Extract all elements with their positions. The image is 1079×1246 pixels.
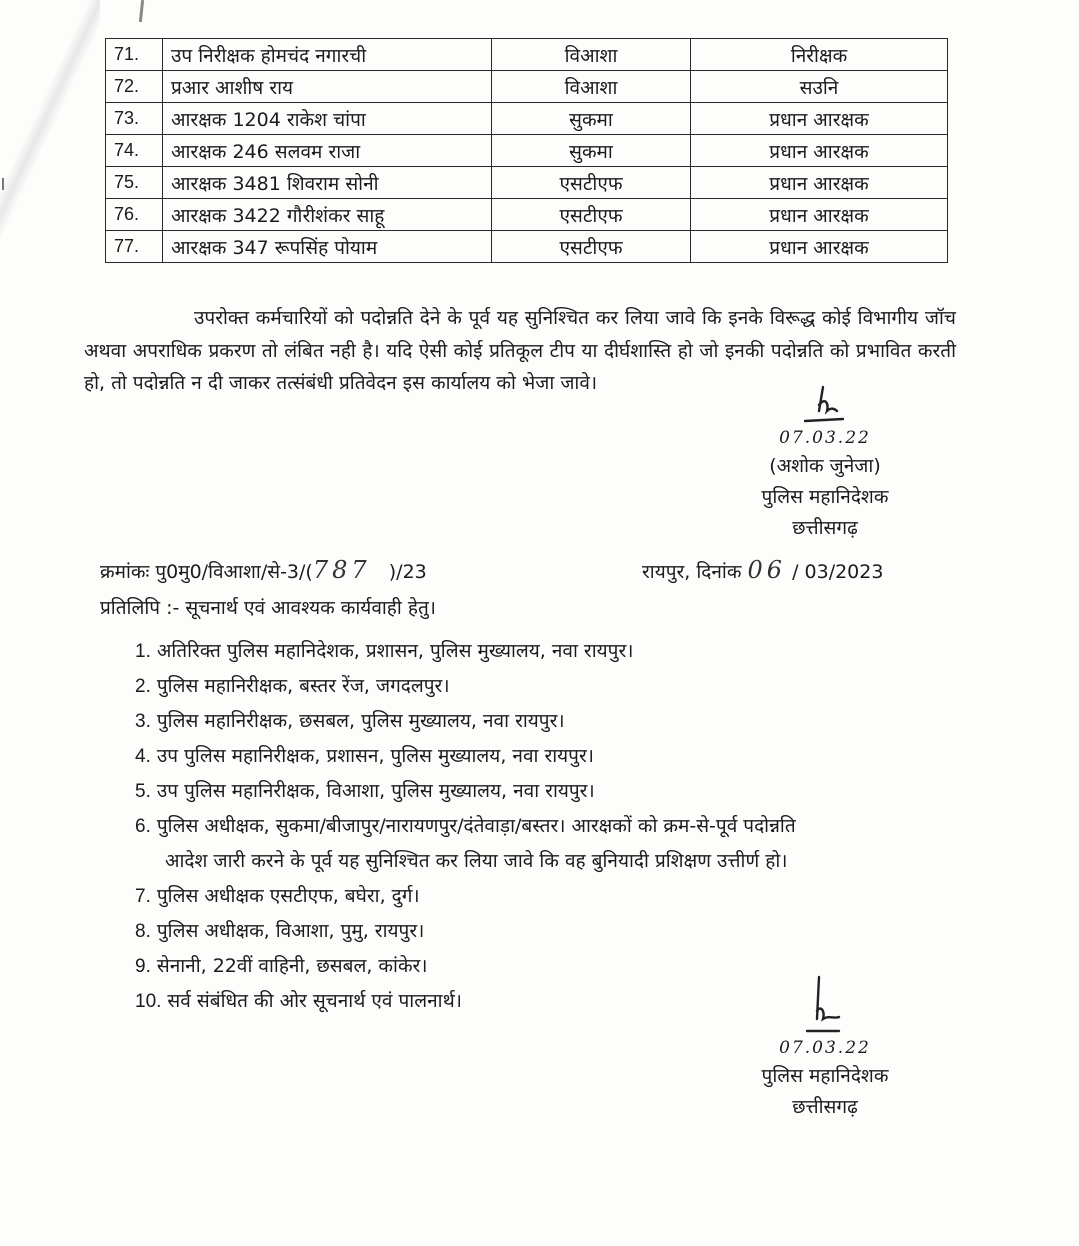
paper-side-mark [2,178,4,190]
table-row [106,231,948,263]
reference-prefix: क्रमांकः पु0मु0/विआशा/से-3/( [100,561,313,583]
signatory-designation: पुलिस महानिदेशक [761,1065,889,1087]
row-number: 72. [106,71,163,103]
list-item [135,879,965,914]
item-number: 2. [135,676,151,697]
item-text: सर्व संबंधित की ओर सूचनार्थ एवं पालनार्थ। [167,990,462,1012]
promoted-rank: प्रधान आरक्षक [691,167,948,199]
list-item [135,774,965,809]
signature-scribble-icon [795,975,855,1035]
employee-name: आरक्षक 3481 शिवराम सोनी [163,167,492,199]
unit: विआशा [492,71,691,103]
item-number: 10. [135,991,162,1012]
row-number: 77. [106,231,163,263]
employee-name: आरक्षक 3422 गौरीशंकर साहू [163,199,492,231]
row-number: 75. [106,167,163,199]
unit: सुकमा [492,103,691,135]
date-suffix: / 03/2023 [792,561,884,583]
employee-name: उप निरीक्षक होमचंद नगारची [163,39,492,71]
distribution-list [135,634,965,1019]
list-item [135,634,965,669]
item-text: उप पुलिस महानिरीक्षक, विआशा, पुलिस मुख्यालय, नवा रायपुर। [156,780,595,802]
row-number: 76. [106,199,163,231]
instruction-text: उपरोक्त कर्मचारियों को पदोन्नति देने के पूर्व यह सुनिश्चित कर लिया जावे कि इनके विरूद्ध कोई विभागीय जॉच अथवा अपराधिक प्रकरण तो लंबित नही है। यदि ऐसी कोई प्रतिकूल टीप या दीर्घशास्ति हो जो इनकी पदोन्नति को प्रभावित करती हो, तो पदोन्नति न दी जाकर तत्संबंधी प्रतिवेदन इस कार्यालय को भेजा जावे। [84,307,956,394]
item-text: सेनानी, 22वीं वाहिनी, छसबल, कांकेर। [156,955,428,977]
promotion-table [105,38,948,263]
unit: एसटीएफ [492,167,691,199]
table-row [106,39,948,71]
item-number: 4. [135,746,151,767]
row-number: 74. [106,135,163,167]
employee-name: आरक्षक 246 सलवम राजा [163,135,492,167]
item-number: 9. [135,956,151,977]
item-number: 1. [135,641,151,662]
signatory-designation: पुलिस महानिदेशक [761,486,889,508]
list-item [135,704,965,739]
list-item [135,739,965,774]
place-and-date [642,556,883,584]
handwritten-signature-date: 07.03.22 [779,428,871,448]
paper-edge-mark [139,0,144,22]
row-number: 73. [106,103,163,135]
list-item [135,809,965,879]
item-number: 6. [135,816,151,837]
item-text: पुलिस महानिरीक्षक, छसबल, पुलिस मुख्यालय, नवा रायपुर। [156,710,565,732]
list-item [135,914,965,949]
signature-block-primary [740,385,910,544]
table-row [106,167,948,199]
item-number: 7. [135,886,151,907]
promoted-rank: प्रधान आरक्षक [691,135,948,167]
unit: एसटीएफ [492,231,691,263]
row-number: 71. [106,39,163,71]
promoted-rank: प्रधान आरक्षक [691,231,948,263]
item-text: पुलिस अधीक्षक, विआशा, पुमु, रायपुर। [156,920,425,942]
reference-number [100,556,427,584]
table-row [106,71,948,103]
table-row [106,135,948,167]
item-text: अतिरिक्त पुलिस महानिदेशक, प्रशासन, पुलिस मुख्यालय, नवा रायपुर। [156,640,634,662]
signature-scribble-icon [795,385,855,425]
unit: विआशा [492,39,691,71]
promoted-rank: सउनि [691,71,948,103]
promoted-rank: निरीक्षक [691,39,948,71]
item-number: 5. [135,781,151,802]
signatory-name: (अशोक जुनेजा) [769,455,881,477]
signatory-state: छत्तीसगढ़ [792,1096,858,1118]
handwritten-signature-date: 07.03.22 [779,1038,871,1058]
handwritten-day: 06 [747,556,787,584]
item-number: 3. [135,711,151,732]
promoted-rank: प्रधान आरक्षक [691,199,948,231]
item-number: 8. [135,921,151,942]
item-text: पुलिस महानिरीक्षक, बस्तर रेंज, जगदलपुर। [156,675,450,697]
promoted-rank: प्रधान आरक्षक [691,103,948,135]
table-row [106,103,948,135]
signatory-state: छत्तीसगढ़ [792,517,858,539]
employee-name: आरक्षक 347 रूपसिंह पोयाम [163,231,492,263]
item-text-continuation: आदेश जारी करने के पूर्व यह सुनिश्चित कर लिया जावे कि वह बुनियादी प्रशिक्षण उत्तीर्ण हो। [165,850,788,872]
unit: एसटीएफ [492,199,691,231]
employee-name: आरक्षक 1204 राकेश चांपा [163,103,492,135]
handwritten-reference-number: 787 [312,556,371,584]
copy-heading: प्रतिलिपि :- सूचनार्थ एवं आवश्यक कार्यवाही हेतु। [100,597,436,619]
list-item [135,669,965,704]
signature-block-secondary [735,975,915,1123]
unit: सुकमा [492,135,691,167]
table-row [106,199,948,231]
item-text: पुलिस अधीक्षक, सुकमा/बीजापुर/नारायणपुर/दंतेवाड़ा/बस्तर। आरक्षकों को क्रम-से-पूर्व पदोन्नति [156,815,796,837]
reference-suffix: )/23 [388,561,427,583]
item-text: पुलिस अधीक्षक एसटीएफ, बघेरा, दुर्ग। [156,885,420,907]
item-text: उप पुलिस महानिरीक्षक, प्रशासन, पुलिस मुख्यालय, नवा रायपुर। [156,745,594,767]
paper-crease [0,0,100,260]
place-date-prefix: रायपुर, दिनांक [642,561,742,583]
employee-name: प्रआर आशीष राय [163,71,492,103]
